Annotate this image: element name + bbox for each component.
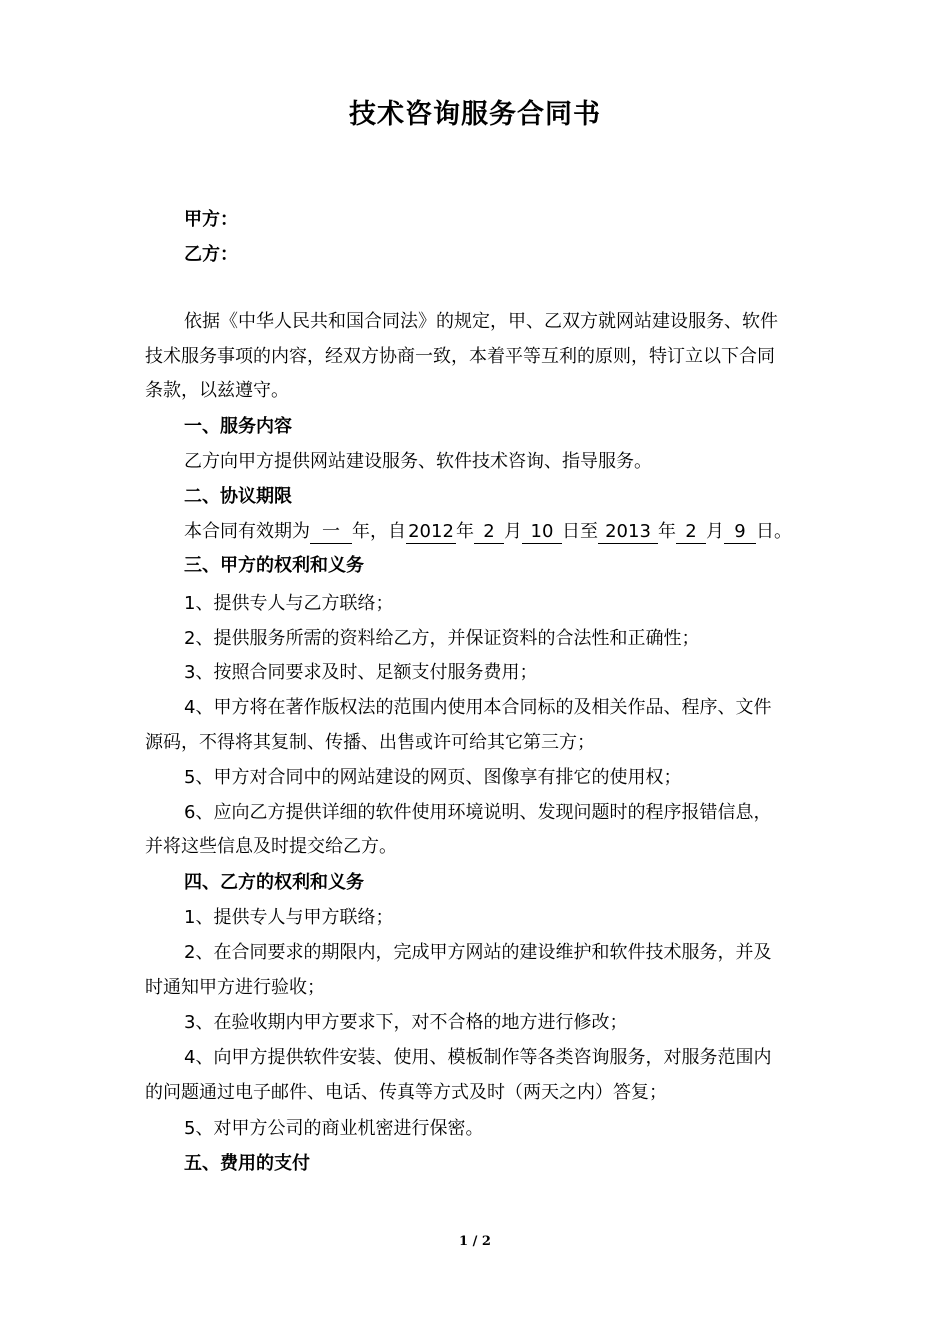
term-text: 日至 bbox=[562, 521, 598, 542]
list-item: 1、提供专人与乙方联络； bbox=[184, 593, 394, 614]
section-heading-party-b-rights: 四、乙方的权利和义务 bbox=[184, 872, 364, 893]
term-prefix: 本合同有效期为 bbox=[184, 521, 310, 542]
list-item: 2、在合同要求的期限内，完成甲方网站的建设维护和软件技术服务，并及 bbox=[184, 942, 772, 963]
section-heading-term: 二、协议期限 bbox=[184, 486, 292, 507]
party-a-label: 甲方： bbox=[184, 209, 238, 230]
page-number: 1 / 2 bbox=[459, 1234, 491, 1249]
list-item: 2、提供服务所需的资料给乙方，并保证资料的合法性和正确性； bbox=[184, 628, 700, 649]
list-item-continuation: 的问题通过电子邮件、电话、传真等方式及时（两天之内）答复； bbox=[145, 1082, 667, 1103]
term-text: 年 bbox=[658, 521, 676, 542]
term-text: 年，自 bbox=[352, 521, 406, 542]
term-text: 日。 bbox=[756, 521, 792, 542]
list-item-continuation: 时通知甲方进行验收； bbox=[145, 977, 325, 998]
preamble-line: 依据《中华人民共和国合同法》的规定，甲、乙双方就网站建设服务、软件 bbox=[184, 311, 778, 332]
preamble-line: 技术服务事项的内容，经双方协商一致，本着平等互利的原则，特订立以下合同 bbox=[145, 346, 775, 367]
term-length-blank: 一 bbox=[310, 521, 352, 544]
section-heading-party-a-rights: 三、甲方的权利和义务 bbox=[184, 555, 364, 576]
end-year-blank: 2013 bbox=[598, 521, 658, 544]
end-day-blank: 9 bbox=[724, 521, 756, 544]
list-item: 1、提供专人与甲方联络； bbox=[184, 907, 394, 928]
party-b-label: 乙方： bbox=[184, 244, 238, 265]
document-title: 技术咨询服务合同书 bbox=[349, 99, 601, 130]
list-item: 5、甲方对合同中的网站建设的网页、图像享有排它的使用权； bbox=[184, 767, 682, 788]
start-year-blank: 2012 bbox=[406, 521, 456, 544]
term-text: 年 bbox=[456, 521, 474, 542]
list-item: 3、在验收期内甲方要求下，对不合格的地方进行修改； bbox=[184, 1012, 628, 1033]
list-item: 5、对甲方公司的商业机密进行保密。 bbox=[184, 1118, 484, 1139]
list-item-continuation: 源码，不得将其复制、传播、出售或许可给其它第三方； bbox=[145, 732, 595, 753]
list-item-continuation: 并将这些信息及时提交给乙方。 bbox=[145, 836, 397, 857]
term-text: 月 bbox=[706, 521, 724, 542]
section-heading-service: 一、服务内容 bbox=[184, 416, 292, 437]
list-item: 4、甲方将在著作版权法的范围内使用本合同标的及相关作品、程序、文件 bbox=[184, 697, 772, 718]
preamble-line: 条款，以兹遵守。 bbox=[145, 380, 289, 401]
contract-term-line bbox=[184, 515, 792, 550]
term-text: 月 bbox=[504, 521, 522, 542]
list-item: 6、应向乙方提供详细的软件使用环境说明、发现问题时的程序报错信息， bbox=[184, 802, 772, 823]
list-item: 4、向甲方提供软件安装、使用、模板制作等各类咨询服务，对服务范围内 bbox=[184, 1047, 772, 1068]
start-day-blank: 10 bbox=[522, 521, 562, 544]
list-item: 3、按照合同要求及时、足额支付服务费用； bbox=[184, 662, 538, 683]
service-content-text: 乙方向甲方提供网站建设服务、软件技术咨询、指导服务。 bbox=[184, 451, 652, 472]
end-month-blank: 2 bbox=[676, 521, 706, 544]
start-month-blank: 2 bbox=[474, 521, 504, 544]
section-heading-payment: 五、费用的支付 bbox=[184, 1153, 310, 1174]
